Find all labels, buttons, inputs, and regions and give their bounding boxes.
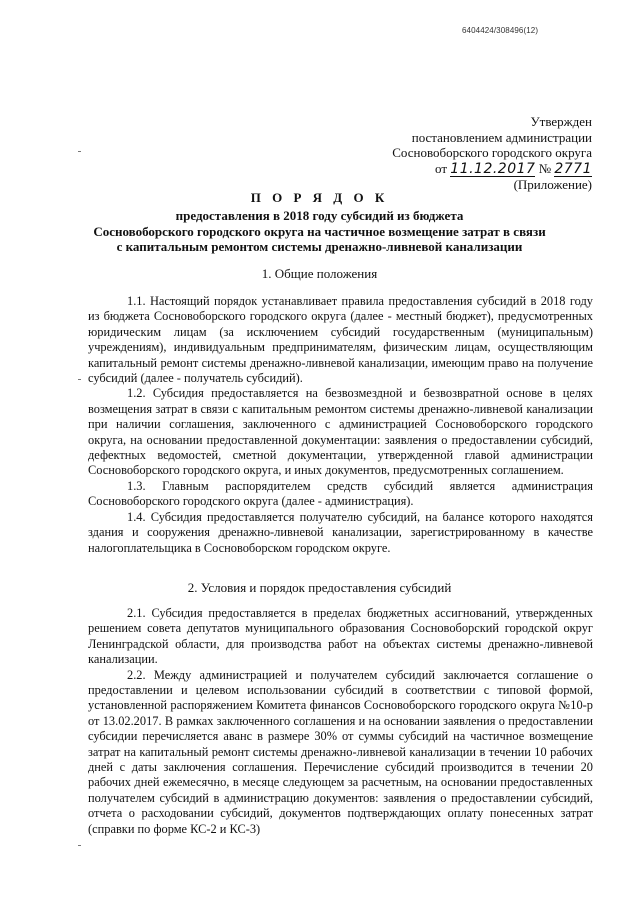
paragraph-2-1: 2.1. Субсидия предоставляется в пределах бюджетных ассигнований, утвержденных решением совета депутатов муниципального образования Сосновоборский городской округ Ленинградской области, для производства работ на объектах системы дренажно-ливневой канализации. — [88, 606, 593, 667]
scan-mark — [78, 151, 81, 152]
title-line-1: предоставления в 2018 году субсидий из бюджета — [175, 208, 464, 224]
document-number: 6404424/308496(12) — [462, 26, 539, 35]
section-1-title: 1. Общие положения — [261, 266, 378, 281]
approval-line-5: (Приложение) — [513, 176, 592, 192]
approval-line-2: постановлением администрации — [411, 129, 592, 145]
handwritten-number: 2771 — [554, 160, 592, 177]
number-prefix: № — [538, 160, 552, 176]
section-2-title: 2. Условия и порядок предоставления субсидий — [187, 580, 452, 595]
handwritten-date: 11.12.2017 — [450, 160, 536, 177]
approval-line-3: Сосновоборского городского округа — [392, 145, 592, 160]
document-title — [0, 190, 639, 254]
approval-line-1: Утвержден — [530, 114, 592, 129]
date-prefix: от — [435, 160, 448, 176]
paragraph-1-3: 1.3. Главным распорядителем средств субсидий является администрация Сосновоборского городского округа (далее - администрация). — [88, 478, 593, 509]
section-2-body — [88, 606, 593, 837]
paragraph-1-1: 1.1. Настоящий порядок устанавливает правила предоставления субсидий в 2018 году из бюджета Сосновоборского городского округа (далее - местный бюджет), предусмотренных юридическим лицам (за исключением субсидий государственным (муниципальным) учреждениям), индивидуальным предпринимателям, физическим лицам, осуществляющим капитальный ремонт системы дренажно-ливневой канализации, имеющим право на получение субсидий (далее - получатель субсидий). — [88, 294, 593, 386]
scan-mark — [78, 845, 81, 846]
section-1-body — [88, 294, 593, 556]
title-line-2: Сосновоборского городского округа на частичное возмещение затрат в связи — [93, 223, 546, 239]
title-line-3: с капитальным ремонтом системы дренажно-ливневой канализации — [116, 238, 523, 254]
approval-block — [392, 114, 592, 192]
title-heading: П О Р Я Д О К — [250, 190, 389, 205]
paragraph-2-2: 2.2. Между администрацией и получателем субсидий заключается соглашение о предоставлении и целевом использовании субсидий в соответствии с типовой формой, установленной распоряжением Комитета финансов Сосновоборского городского округа №10-р от 13.02.2017. В рамках заключенного соглашения и на основании заявления о предоставлении субсидии перечисляется аванс в размере 30% от суммы субсидий на частичное возмещение затрат на капитальный ремонт системы дренажно-ливневой канализации в течении 10 рабочих дней с даты заключения соглашения. Перечисление субсидий производится в течении 20 рабочих дней ежемесячно, в месяце следующем за расчетным, на основании предоставленных получателем субсидий в администрацию документов: заявления о предоставлении субсидий, отчета о расходовании субсидий, документов подтверждающих оплату понесенных затрат (справки по форме КС-2 и КС-3) — [88, 667, 593, 836]
scan-mark — [78, 379, 81, 380]
approval-date-line — [392, 161, 592, 177]
paragraph-1-4: 1.4. Субсидия предоставляется получателю субсидий, на балансе которого находятся здания и сооружения дренажно-ливневой канализации, зарегистрированному в качестве налогоплательщика в Сосновоборском городском округе. — [88, 509, 593, 555]
paragraph-1-2: 1.2. Субсидия предоставляется на безвозмездной и безвозвратной основе в целях возмещения затрат в связи с капитальным ремонтом системы дренажно-ливневой канализации при наличии соглашения, заключенного с администрацией Сосновоборского городского округа, на основании предоставленной документации: заявления о предоставлении субсидий, дефектных ведомостей, сметной документации, утвержденной главой администрации Сосновоборского городского округа, и иных документов, предусмотренных соглашением. — [88, 386, 593, 478]
